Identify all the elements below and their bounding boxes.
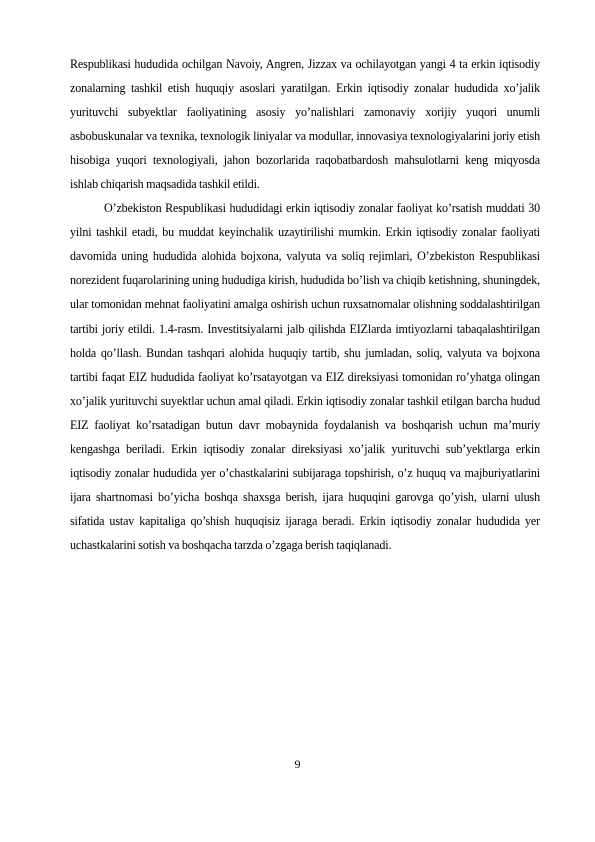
page-number: 9 [294, 757, 301, 771]
document-body [70, 52, 540, 557]
paragraph-1: Respublikasi hududida ochilgan Navoiy, Angren, Jizzax va ochilayotgan yangi 4 ta erkin iqtisodiy zonalarning tashkil etish huquqiy asoslari yaratilgan. Erkin iqtisodiy zonalar hududida xo’jalik yurituvchi subyektlar faoliyatining asosiy yo’nalishlari zamonaviy xorijiy yuqori unumli asbobuskunalar va texnika, texnologik liniyalar va modullar, innovasiya texnologiyalarini joriy etish hisobiga yuqori texnologiyali, jahon bozorlarida raqobatbardosh mahsulotlarni keng miqyosda ishlab chiqarish maqsadida tashkil etildi. [70, 57, 540, 192]
paragraph-2: O’zbekiston Respublikasi hududidagi erkin iqtisodiy zonalar faoliyat ko’rsatish muddati 30 yilni tashkil etadi, bu muddat keyinchalik uzaytirilishi mumkin. Erkin iqtisodiy zonalar faoliyati davomida uning hududida alohida bojxona, valyuta va soliq rejimlari, O’zbekiston Respublikasi norezident fuqarolarining uning hududiga kirish, hududida bo’lish va chiqib ketishning, shuningdek, ular tomonidan mehnat faoliyatini amalga oshirish uchun ruxsatnomalar olishning soddalashtirilgan tartibi joriy etildi. 1.4-rasm. Investitsiyalarni jalb qilishda EIZlarda imtiyozlarni tabaqalashtirilgan holda qo’llash. Bundan tashqari alohida huquqiy tartib, shu jumladan, soliq, valyuta va bojxona tartibi faqat EIZ hududida faoliyat ko’rsatayotgan va EIZ direksiyasi tomonidan ro’yhatga olingan xo’jalik yurituvchi suyektlar uchun amal qiladi. Erkin iqtisodiy zonalar tashkil etilgan barcha hudud EIZ faoliyat ko’rsatadigan butun davr mobaynida foydalanish va boshqarish uchun ma’muriy kengashga beriladi. Erkin iqtisodiy zonalar direksiyasi xo’jalik yurituvchi sub’yektlarga erkin iqtisodiy zonalar hududida yer o’chastkalarini subijaraga topshirish, o’z huquq va majburiyatlarini ijara shartnomasi bo’yicha boshqa shaxsga berish, ijara huquqini garovga qo’yish, ularni ulush sifatida ustav kapitaliga qo’shish huquqisiz ijaraga beradi. Erkin iqtisodiy zonalar hududida yer uchastkalarini sotish va boshqacha tarzda o’zgaga berish taqiqlanadi. [70, 201, 540, 552]
